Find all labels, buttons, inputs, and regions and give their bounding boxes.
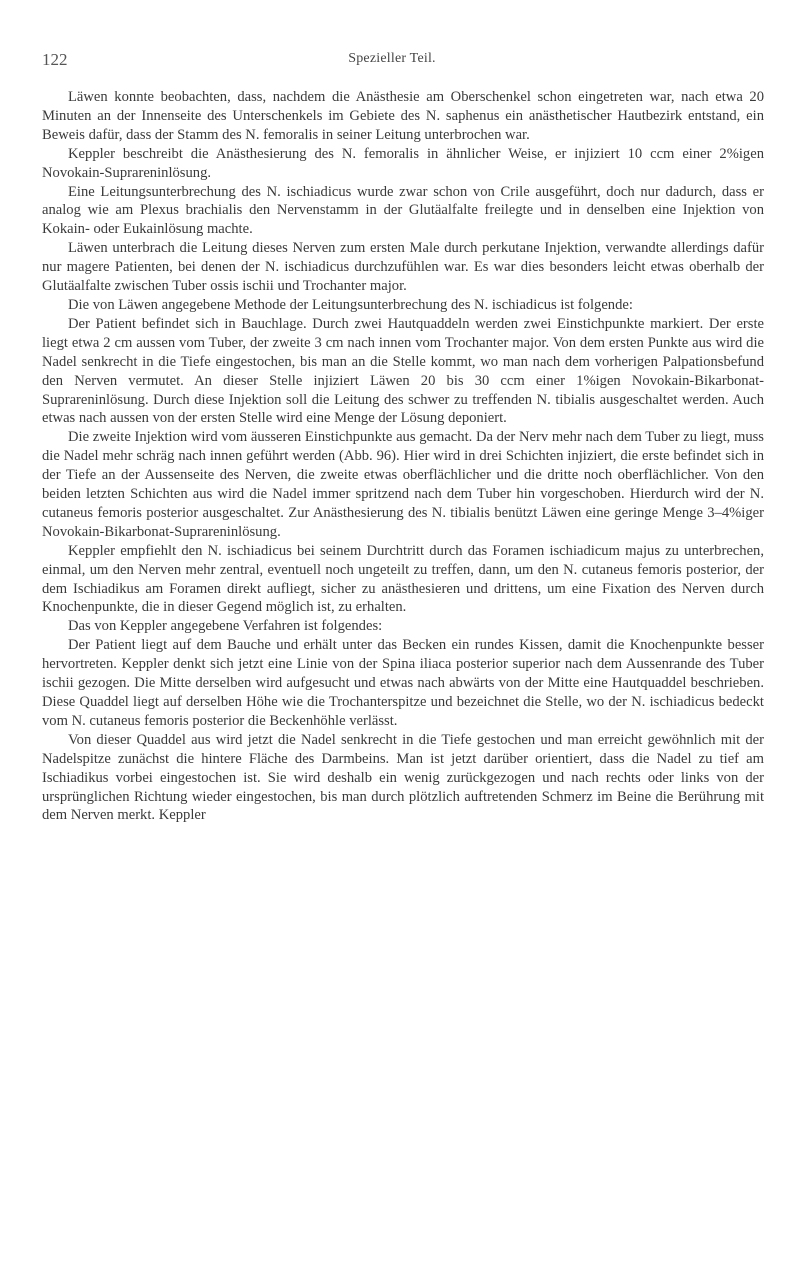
running-title: Spezieller Teil. [348, 51, 436, 66]
paragraph: Keppler beschreibt die Anästhesierung des N. femoralis in ähnlicher Weise, er injiziert 10 ccm einer 2%igen Novokain-Suprareninlösung. [42, 145, 764, 181]
paragraph: Die von Läwen angegebene Methode der Leitungsunterbrechung des N. ischiadicus ist folgende: [68, 296, 633, 313]
paragraph: Der Patient befindet sich in Bauchlage. Durch zwei Hautquaddeln werden zwei Einstichpunkte markiert. Der erste liegt etwa 2 cm aussen vom Tuber, der zweite 3 cm nach innen vom Trochanter major. Von dem ersten Punkte aus wird die Nadel senkrecht in die Tiefe eingestochen, bis man an die Stelle kommt, wo man nach dem vorherigen Palpationsbefund den Nerven vermutet. An dieser Stelle injiziert Läwen 20 bis 30 ccm einer 1%igen Novokain-Bikarbonat-Suprareninlösung. Durch diese Injektion soll die Leitung des schwer zu treffenden N. tibialis ausgeschaltet werden. Auch etwas nach aussen von der ersten Stelle wird eine Menge der Lösung deponiert. [42, 315, 764, 427]
paragraph: Das von Keppler angegebene Verfahren ist folgendes: [68, 618, 383, 635]
paragraph: Läwen konnte beobachten, dass, nachdem die Anästhesie am Oberschenkel schon eingetreten war, nach etwa 20 Minuten an der Innenseite des Unterschenkels im Gebiete des N. saphenus ein anästhetischer Hautbezirk entstand, ein Beweis dafür, dass der Stamm des N. femoralis in seiner Leitung unterbrochen war. [42, 89, 764, 143]
paragraph: Der Patient liegt auf dem Bauche und erhält unter das Becken ein rundes Kissen, damit die Knochenpunkte besser hervortreten. Keppler denkt sich jetzt eine Linie von der Spina iliaca posterior superior nach dem Aussenrande des Tuber ischii gezogen. Die Mitte derselben wird aufgesucht und etwas nach abwärts von der Mitte eine Hautquaddel beschrieben. Diese Quaddel liegt auf derselben Höhe wie die Trochanterspitze und bezeichnet die Stelle, wo der N. ischiadicus bedeckt vom N. cutaneus femoris posterior die Beckenhöhle verlässt. [42, 637, 764, 729]
page-header [42, 50, 742, 72]
page-number: 122 [42, 50, 68, 69]
paragraph: Von dieser Quaddel aus wird jetzt die Nadel senkrecht in die Tiefe gestochen und man erreicht gewöhnlich mit der Nadelspitze zunächst die hintere Fläche des Darmbeins. Man ist jetzt darüber orientiert, dass die Nadel zu tief am Ischiadikus vorbei eingestochen ist. Sie wird deshalb ein wenig zurückgezogen und nach rechts oder links von der ursprünglichen Richtung wieder eingestochen, bis man durch plötzlich auftretenden Schmerz im Beine die Berührung mit dem Nerven merkt. Keppler [42, 731, 764, 824]
body-text [42, 88, 764, 825]
paragraph: Keppler empfiehlt den N. ischiadicus bei seinem Durchtritt durch das Foramen ischiadicum majus zu unterbrechen, einmal, um den Nerven mehr zentral, eventuell noch ungeteilt zu treffen, dann, um den N. cutaneus femoris posterior, der dem Ischiadikus am Foramen direkt aufliegt, sicher zu anästhesieren und drittens, um eine Fixation des Nerven durch Knochenpunkte, die in dieser Gegend möglich ist, zu erhalten. [42, 542, 764, 616]
paragraph: Die zweite Injektion wird vom äusseren Einstichpunkte aus gemacht. Da der Nerv mehr nach dem Tuber zu liegt, muss die Nadel mehr schräg nach innen geführt werden (Abb. 96). Hier wird in drei Schichten injiziert, die erste befindet sich in der Tiefe an der Aussenseite des Nerven, die zweite etwas oberflächlicher und die dritte noch oberflächlicher. Von den beiden letzten Schichten aus wird die Nadel immer spritzend nach dem Tuber hin vorgeschoben. Hierdurch wird der N. cutaneus femoris posterior ausgeschaltet. Zur Anästhesierung des N. tibialis benützt Läwen eine geringe Menge 3–4%iger Novokain-Bikarbonat-Suprareninlösung. [42, 429, 764, 540]
paragraph: Läwen unterbrach die Leitung dieses Nerven zum ersten Male durch perkutane Injektion, verwandte allerdings dafür nur magere Patienten, bei denen der N. ischiadicus durchzufühlen war. Es war dies besonders leicht etwas oberhalb der Glutäalfalte zwischen Tuber ossis ischii und Trochanter major. [42, 240, 764, 295]
paragraph: Eine Leitungsunterbrechung des N. ischiadicus wurde zwar schon von Crile ausgeführt, doch nur dadurch, dass er analog wie am Plexus brachialis den Nervenstamm in der Glutäalfalte freilegte und in denselben eine Injektion von Kokain- oder Eukainlösung machte. [42, 183, 764, 238]
